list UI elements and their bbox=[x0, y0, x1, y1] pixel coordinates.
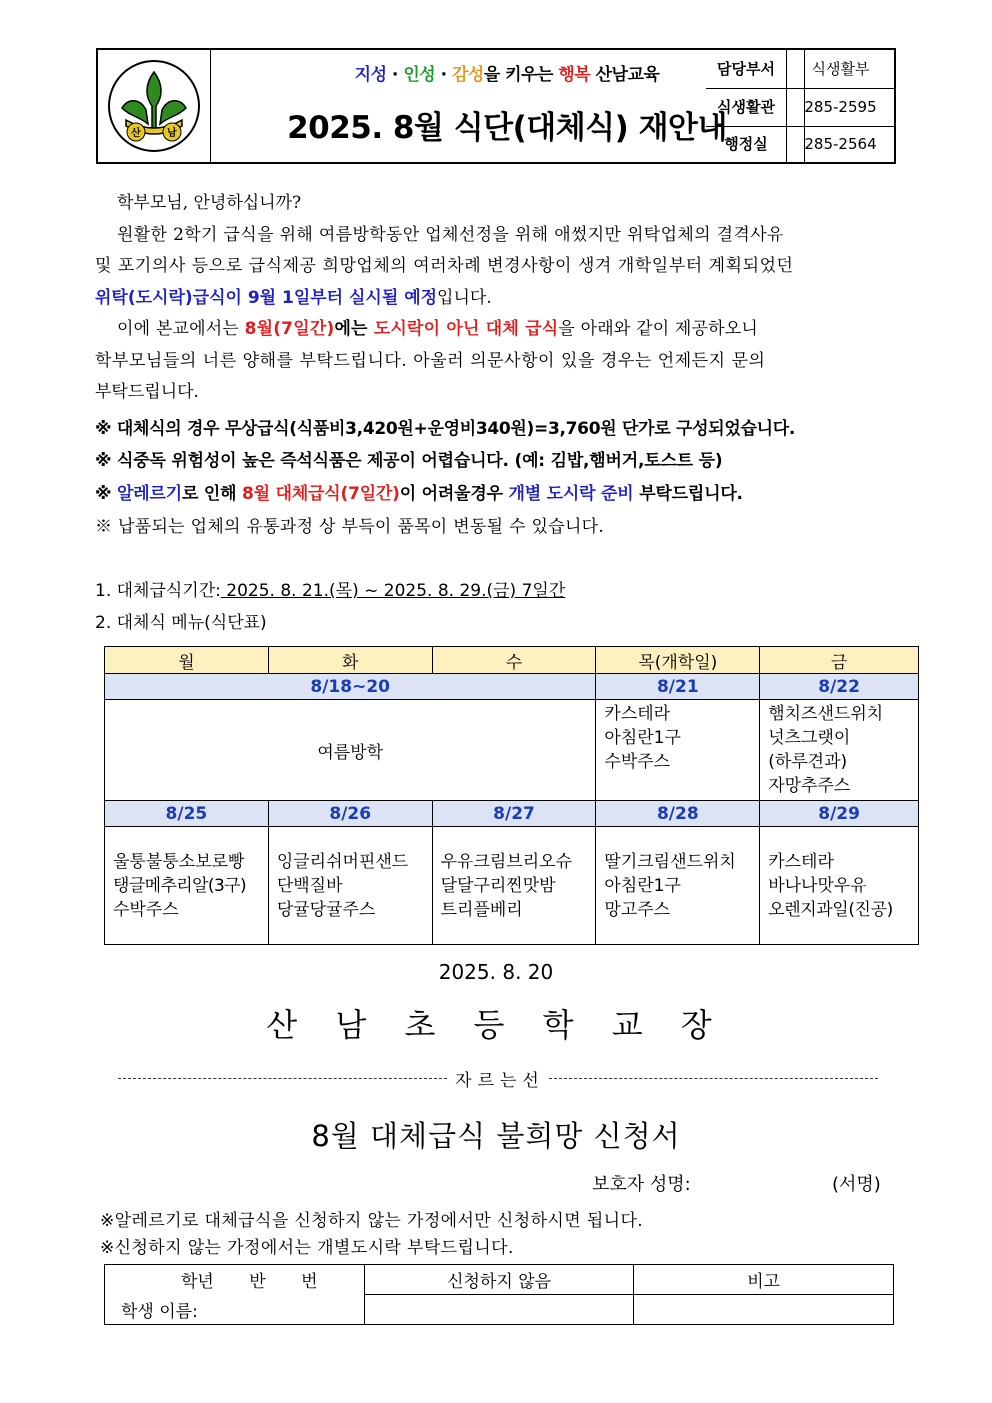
logo-cell bbox=[98, 50, 211, 162]
greeting: 학부모님, 안녕하십니까? bbox=[117, 193, 302, 213]
day-header-row bbox=[105, 647, 919, 674]
date-row bbox=[105, 801, 919, 827]
grade-label: 학년 bbox=[181, 1272, 214, 1293]
vacation-cell: 여름방학 bbox=[105, 700, 596, 801]
menu-item: 탱글메추리알(3구) bbox=[113, 875, 247, 896]
menu-cell bbox=[105, 827, 269, 945]
menu-cell bbox=[760, 827, 919, 945]
menu-item: 당귤당귤주스 bbox=[276, 899, 376, 920]
remarks-cell[interactable] bbox=[634, 1295, 894, 1325]
paragraph-text: 을 아래와 같이 제공하오니 bbox=[558, 319, 759, 339]
menu-label: 2. 대체식 메뉴(식단표) bbox=[95, 613, 267, 633]
menu-row bbox=[105, 827, 919, 945]
form-note: ※알레르기로 대체급식을 신청하지 않는 가정에서만 신청하시면 됩니다. bbox=[100, 1211, 644, 1231]
header-not-apply: 신청하지 않음 bbox=[364, 1265, 634, 1295]
menu-item: 아침란1구 bbox=[604, 875, 681, 896]
paragraph-text: 이에 본교에서는 bbox=[117, 319, 245, 339]
app-row bbox=[105, 1295, 894, 1325]
note-text: 로 인해 bbox=[181, 484, 243, 504]
menu-item: 카스테라 bbox=[604, 704, 671, 724]
note-line: ※ 식중독 위험성이 높은 즉석식품은 제공이 어렵습니다. (예: 김밥,햄버거,토스트 등) bbox=[95, 451, 723, 471]
header-remarks: 비고 bbox=[634, 1265, 894, 1295]
date-row bbox=[105, 674, 919, 700]
menu-row bbox=[105, 700, 919, 801]
date-cell: 8/22 bbox=[760, 674, 919, 700]
slogan-part: 감성 bbox=[451, 65, 484, 85]
menu-item: 햄치즈샌드위치 bbox=[768, 704, 884, 724]
menu-cell bbox=[596, 700, 760, 801]
menu-cell bbox=[596, 827, 760, 945]
period-line bbox=[95, 576, 565, 601]
contact-row bbox=[706, 126, 894, 162]
slogan-part: 지성 bbox=[354, 65, 387, 85]
contact-value: 285-2595 bbox=[804, 98, 877, 116]
day-header: 목(개학일) bbox=[596, 647, 760, 674]
date-cell: 8/28 bbox=[596, 801, 760, 827]
dashed-line bbox=[118, 1078, 447, 1079]
menu-item: 넛츠그랫이 bbox=[768, 728, 851, 748]
not-apply-checkbox-cell[interactable] bbox=[364, 1295, 634, 1325]
paragraph-line: 부탁드립니다. bbox=[95, 382, 199, 402]
school-signature: 산 남 초 등 학 교 장 bbox=[266, 1006, 726, 1044]
date-cell: 8/25 bbox=[105, 801, 269, 827]
highlight-text: 8월(7일간) bbox=[244, 319, 335, 339]
number-label: 번 bbox=[301, 1272, 318, 1293]
contact-value: 285-2564 bbox=[804, 135, 877, 153]
menu-item: (하루견과) bbox=[768, 752, 848, 772]
app-row bbox=[105, 1265, 894, 1295]
sign-label: (서명) bbox=[832, 1174, 881, 1195]
note-text: 부탁드립니다. bbox=[633, 484, 743, 504]
menu-item: 잉글리쉬머핀샌드 bbox=[276, 851, 409, 872]
form-note: ※신청하지 않는 가정에서는 개별도시락 부탁드립니다. bbox=[100, 1238, 514, 1258]
date-cell: 8/26 bbox=[268, 801, 432, 827]
school-logo bbox=[98, 50, 210, 162]
note-text: ※ bbox=[95, 484, 118, 504]
date-cell: 8/21 bbox=[596, 674, 760, 700]
highlight-text: 개별 도시락 준비 bbox=[508, 484, 634, 504]
menu-cell bbox=[760, 700, 919, 801]
letter-body bbox=[95, 188, 900, 409]
student-name-cell: 학생 이름: bbox=[105, 1295, 365, 1325]
paragraph-line: 및 포기의사 등으로 급식제공 희망업체의 여러차례 변경사항이 생겨 개학일부터 계획되었던 bbox=[95, 256, 794, 276]
menu-cell bbox=[432, 827, 596, 945]
period-label: 1. 대체급식기간: bbox=[95, 581, 221, 601]
highlight-text: 알레르기 bbox=[117, 484, 182, 504]
menu-item: 수박주스 bbox=[113, 899, 179, 920]
day-header: 수 bbox=[432, 647, 596, 674]
menu-item: 자망추주스 bbox=[768, 776, 851, 796]
contact-value: 식생활부 bbox=[811, 60, 870, 78]
highlight-text: 도시락이 아닌 대체 급식 bbox=[373, 319, 559, 339]
date-cell: 8/29 bbox=[760, 801, 919, 827]
contact-row bbox=[706, 88, 894, 127]
form-title: 8월 대체급식 불희망 신청서 bbox=[311, 1119, 681, 1153]
menu-item: 울퉁불퉁소보로빵 bbox=[113, 851, 245, 872]
menu-item: 딸기크림샌드위치 bbox=[604, 851, 736, 872]
contact-row bbox=[706, 50, 894, 89]
paragraph-line bbox=[95, 283, 900, 315]
contact-label: 행정실 bbox=[706, 126, 787, 162]
menu-item: 단백질바 bbox=[276, 875, 343, 896]
menu-item: 아침란1구 bbox=[604, 728, 681, 748]
slogan-part: · bbox=[435, 65, 452, 85]
header-box bbox=[96, 48, 896, 164]
slogan-part: 인성 bbox=[403, 65, 436, 85]
slogan-part: 을 키우는 bbox=[483, 65, 559, 85]
menu-cell bbox=[268, 827, 432, 945]
note-line: ※ 대체식의 경우 무상급식(식품비3,420원+운영비340원)=3,760원 단가로 구성되었습니다. bbox=[95, 419, 795, 439]
slogan-part: · bbox=[386, 65, 404, 85]
menu-item: 트리플베리 bbox=[440, 899, 523, 920]
logo-text-left: 산 bbox=[131, 128, 141, 139]
menu-table bbox=[104, 646, 919, 945]
menu-item: 오렌지과일(진공) bbox=[768, 899, 893, 920]
paragraph-line: 학부모님들의 너른 양해를 부탁드립니다. 아울러 의문사항이 있을 경우는 언제든지 문의 bbox=[95, 350, 766, 371]
date-cell: 8/27 bbox=[432, 801, 596, 827]
contact-table bbox=[706, 50, 894, 162]
note-line bbox=[95, 479, 743, 504]
paragraph-text: 입니다. bbox=[437, 287, 492, 308]
day-header: 월 bbox=[105, 647, 269, 674]
dashed-line bbox=[549, 1078, 878, 1079]
slogan-part: 행복 bbox=[558, 65, 591, 85]
page-title: 2025. 8월 식단(대체식) 재안내 bbox=[287, 110, 727, 146]
highlight-text: 8월 대체급식(7일간) bbox=[242, 484, 400, 504]
class-label: 반 bbox=[249, 1272, 266, 1293]
guardian-label: 보호자 성명: bbox=[592, 1174, 691, 1195]
logo-text-right: 남 bbox=[167, 128, 177, 139]
period-value: 2025. 8. 21.(목) ~ 2025. 8. 29.(금) 7일간 bbox=[220, 581, 566, 601]
application-table bbox=[104, 1264, 894, 1325]
paragraph-text: 에는 bbox=[334, 319, 374, 339]
menu-item: 바나나맛우유 bbox=[768, 875, 867, 896]
letter-date: 2025. 8. 20 bbox=[438, 960, 554, 984]
day-header: 금 bbox=[760, 647, 919, 674]
menu-item: 수박주스 bbox=[604, 752, 671, 772]
highlight-text: 위탁(도시락)급식이 9월 1일부터 실시될 예정 bbox=[95, 287, 438, 308]
note-text: 이 어려울경우 bbox=[399, 484, 509, 504]
contact-label: 식생활관 bbox=[706, 88, 787, 126]
menu-item: 카스테라 bbox=[768, 851, 834, 872]
paragraph-line bbox=[95, 314, 900, 346]
slogan-part: 산남교육 bbox=[590, 65, 660, 85]
date-cell: 8/18~20 bbox=[105, 674, 596, 700]
day-header: 화 bbox=[268, 647, 432, 674]
cut-line-label: 자르는선 bbox=[455, 1071, 545, 1091]
grade-class-number-cell bbox=[105, 1265, 365, 1295]
menu-item: 망고주스 bbox=[604, 899, 671, 920]
menu-item: 달달구리찐맛밤 bbox=[440, 875, 556, 896]
note-line: ※ 납품되는 업체의 유통과정 상 부득이 품목이 변동될 수 있습니다. bbox=[95, 517, 605, 537]
menu-item: 우유크림브리오슈 bbox=[440, 851, 572, 872]
cut-line bbox=[118, 1066, 878, 1091]
contact-label: 담당부서 bbox=[706, 50, 787, 88]
paragraph-line: 원활한 2학기 급식을 위해 여름방학동안 업체선정을 위해 애썼지만 위탁업체의 결격사유 bbox=[117, 224, 784, 245]
